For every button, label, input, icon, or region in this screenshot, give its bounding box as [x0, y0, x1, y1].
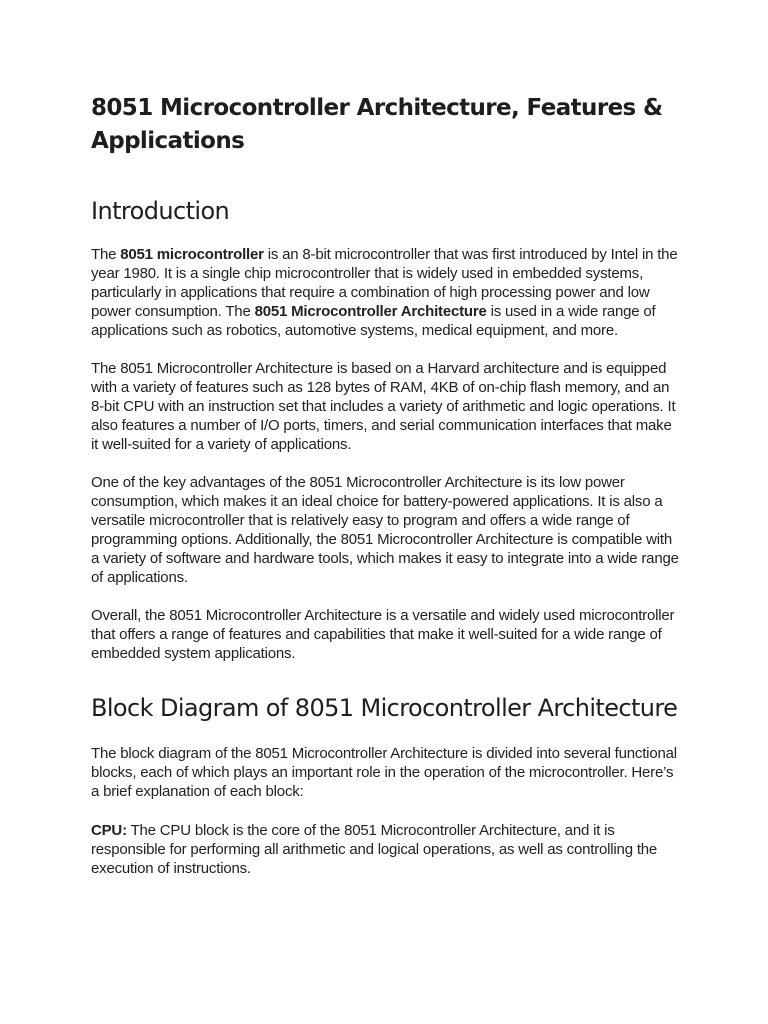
block-diagram-paragraph: The block diagram of the 8051 Microcontroller Architecture is divided into several functional blocks, each of which plays an important role in the operation of the microcontroller. Here’s a brief explanation of each block:	[91, 745, 677, 800]
cpu-label: CPU:	[91, 822, 127, 839]
intro-paragraph-3: One of the key advantages of the 8051 Microcontroller Architecture is its low power consumption, which makes it an ideal choice for battery-powered applications. It is also a versatile microcontroller that is relatively easy to program and offers a wide range of programming options. Additionally, the 8051 Microcontroller Architecture is compatible with a variety of software and hardware tools, which makes it easy to integrate into a wide range of applications.	[91, 474, 679, 586]
cpu-paragraph	[91, 821, 681, 878]
intro-paragraph-4: Overall, the 8051 Microcontroller Architecture is a versatile and widely used microcontroller that offers a range of features and capabilities that make it well-suited for a wide range of embedded system applications.	[91, 607, 675, 662]
document-title: 8051 Microcontroller Architecture, Features & Applications	[91, 95, 663, 154]
bold-8051-microcontroller: 8051 microcontroller	[120, 246, 264, 263]
intro-text-3: is used in a wide range of applications such as robotics, automotive systems, medical equipment, and more.	[91, 303, 656, 339]
intro-text-2: is an 8-bit microcontroller that was first introduced by Intel in the year 1980. It is a single chip microcontroller that is widely used in embedded systems, particularly in applications that require a combination of high processing power and low power consumption. The	[91, 246, 678, 320]
section-heading-introduction: Introduction	[91, 197, 230, 225]
intro-text-1: The	[91, 246, 121, 263]
intro-paragraph-2: The 8051 Microcontroller Architecture is based on a Harvard architecture and is equipped with a variety of features such as 128 bytes of RAM, 4KB of on-chip flash memory, and an 8-bit CPU with an instruction set that includes a variety of arithmetic and logic operations. It also features a number of I/O ports, timers, and serial communication interfaces that make it well-suited for a variety of applications.	[91, 360, 676, 453]
bold-architecture-term: 8051 Microcontroller Architecture	[254, 303, 487, 320]
section-heading-block-diagram: Block Diagram of 8051 Microcontroller Architecture	[91, 694, 678, 722]
cpu-text: The CPU block is the core of the 8051 Microcontroller Architecture, and it is responsible for performing all arithmetic and logical operations, as well as controlling the execution of instructions.	[91, 822, 658, 877]
document-content	[91, 92, 681, 878]
intro-paragraph-1	[91, 245, 681, 340]
